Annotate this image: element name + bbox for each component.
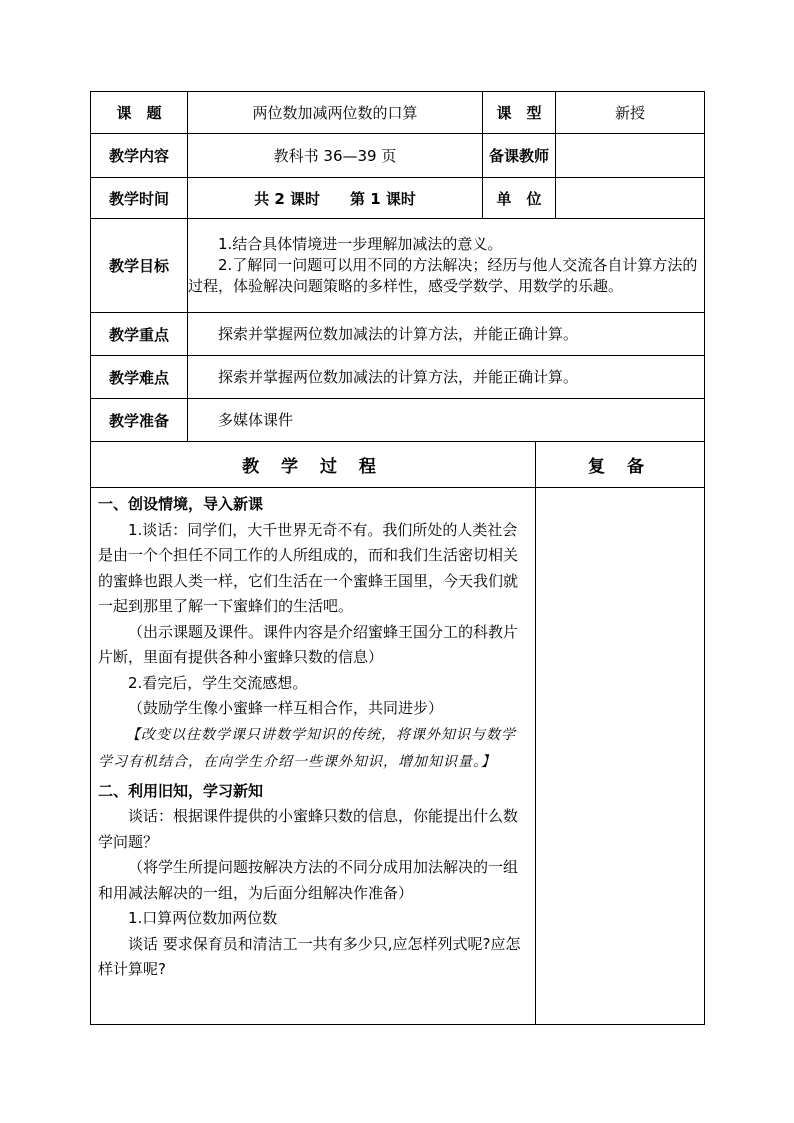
materials-label: 教学准备: [91, 399, 188, 442]
review-heading: 复 备: [536, 442, 705, 488]
lesson-plan-sheet: [90, 91, 704, 1025]
time-label: 教学时间: [91, 178, 188, 219]
s2-subheading-1: 1.口算两位数加两位数: [128, 909, 278, 927]
s2-paragraph-1: 谈话：根据课件提供的小蜜蜂只数的信息，你能提出什么数学问题？: [98, 807, 519, 851]
type-value: 新授: [556, 92, 705, 134]
review-notes-cell[interactable]: [536, 488, 705, 1025]
process-body: [91, 488, 536, 1025]
goal-item: 1.结合具体情境进一步理解加减法的意义。: [218, 235, 503, 253]
focus-value: 探索并掌握两位数加减法的计算方法，并能正确计算。: [188, 313, 705, 356]
content-label: 教学内容: [91, 134, 188, 178]
difficulty-label: 教学难点: [91, 356, 188, 399]
unit-value: [556, 178, 705, 219]
teaching-process-table: [90, 441, 705, 1025]
section2-title: 二、利用旧知，学习新知: [98, 781, 264, 800]
type-label: 课 型: [483, 92, 556, 134]
goal-item: 2.了解同一问题可以用不同的方法解决；经历与他人交流各自计算方法的过程，体验解决问题策略的多样性，感受学数学、用数学的乐趣。: [188, 256, 698, 295]
s2-paragraph-2: （将学生所提问题按解决方法的不同分成用加法解决的一组和用减法解决的一组，为后面分组解决作准备）: [98, 858, 519, 902]
difficulty-value: 探索并掌握两位数加减法的计算方法，并能正确计算。: [188, 356, 705, 399]
process-heading: 教 学 过 程: [91, 442, 536, 488]
materials-value: 多媒体课件: [188, 399, 705, 442]
prep-teacher-value: [556, 134, 705, 178]
section1-title: 一、创设情境，导入新课: [98, 495, 264, 513]
topic-value: 两位数加减两位数的口算: [188, 92, 483, 134]
content-value: 教科书 36—39 页: [188, 134, 483, 178]
s1-paragraph-4: （鼓励学生像小蜜蜂一样互相合作，共同进步）: [128, 699, 444, 717]
goals-label: 教学目标: [91, 219, 188, 313]
lesson-info-table: [90, 91, 705, 442]
unit-label: 单 位: [483, 178, 556, 219]
s1-paragraph-1: 1.谈话：同学们，大千世界无奇不有。我们所处的人类社会是由一个个担任不同工作的人所组成的，而和我们生活密切相关的蜜蜂也跟人类一样，它们生活在一个蜜蜂王国里，今天我们就一起到那里了解一下蜜蜂们的生活吧。: [98, 520, 519, 615]
topic-label: 课 题: [91, 92, 188, 134]
s1-paragraph-3: 2.看完后，学生交流感想。: [128, 673, 308, 692]
s2-paragraph-3: 谈话 要求保育员和清洁工一共有多少只,应怎样列式呢?应怎样计算呢?: [98, 934, 521, 978]
s1-paragraph-2: （出示课题及课件。课件内容是介绍蜜蜂王国分工的科教片片断，里面有提供各种小蜜蜂只数的信息）: [98, 622, 519, 666]
prep-teacher-label: 备课教师: [483, 134, 556, 178]
focus-label: 教学重点: [91, 313, 188, 356]
time-value: 共 2 课时 第 1 课时: [188, 178, 483, 219]
goals-cell: [188, 219, 705, 313]
s1-design-note: 【改变以往数学课只讲数学知识的传统，将课外知识与数学学习有机结合，在向学生介绍一些课外知识，增加知识量。】: [98, 726, 516, 770]
